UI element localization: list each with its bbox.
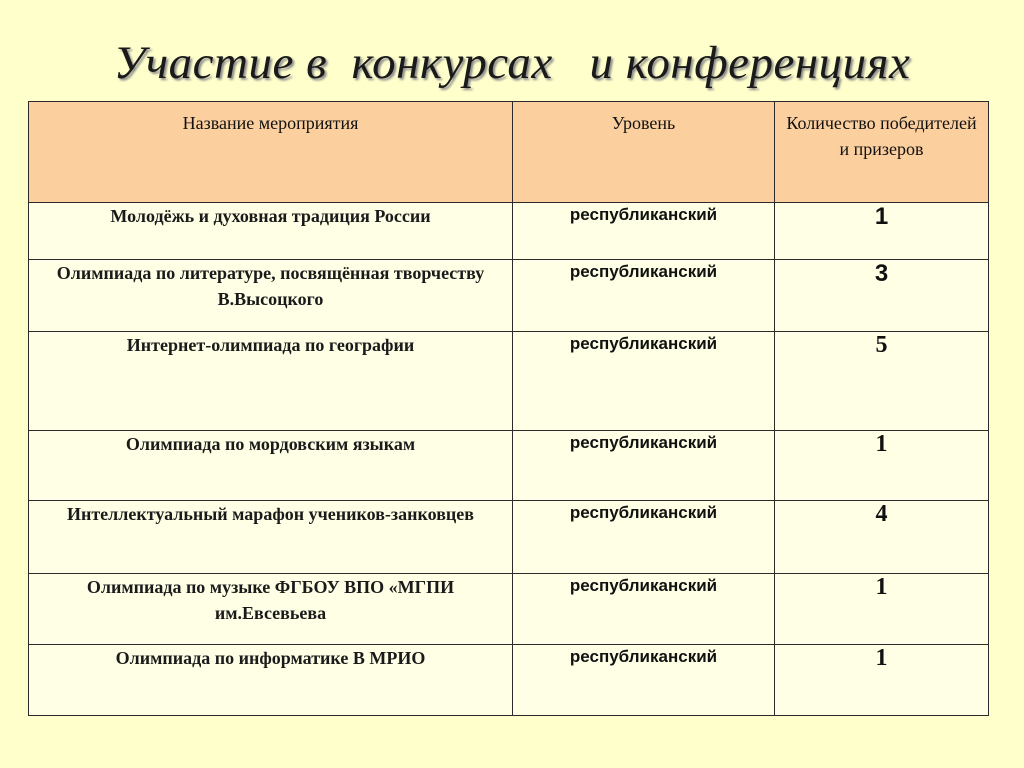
count-cell: 3 (775, 260, 989, 332)
event-name-cell: Олимпиада по литературе, посвящённая творчеству В.Высоцкого (29, 260, 513, 332)
table-row (29, 431, 989, 501)
count-cell: 4 (775, 501, 989, 574)
events-table (28, 101, 989, 716)
count-cell: 1 (775, 574, 989, 645)
event-name-cell: Молодёжь и духовная традиция России (29, 203, 513, 260)
count-cell: 1 (775, 431, 989, 501)
header-winners-count: Количество победителей и призеров (775, 102, 989, 203)
table-row (29, 260, 989, 332)
level-cell: республиканский (513, 260, 775, 332)
table-row (29, 501, 989, 574)
level-cell: республиканский (513, 332, 775, 431)
level-cell: республиканский (513, 645, 775, 716)
count-cell: 1 (775, 645, 989, 716)
count-cell: 1 (775, 203, 989, 260)
table-row (29, 574, 989, 645)
level-cell: республиканский (513, 501, 775, 574)
level-cell: республиканский (513, 431, 775, 501)
event-name-cell: Интеллектуальный марафон учеников-занковцев (29, 501, 513, 574)
header-event-name: Название мероприятия (29, 102, 513, 203)
level-cell: республиканский (513, 203, 775, 260)
event-name-cell: Олимпиада по музыке ФГБОУ ВПО «МГПИ им.Евсевьева (29, 574, 513, 645)
event-name-cell: Олимпиада по информатике В МРИО (29, 645, 513, 716)
event-name-cell: Олимпиада по мордовским языкам (29, 431, 513, 501)
table-header-row (29, 102, 989, 203)
header-level: Уровень (513, 102, 775, 203)
event-name-cell: Интернет-олимпиада по географии (29, 332, 513, 431)
table-row (29, 332, 989, 431)
slide-title: Участие в конкурсах и конференциях (113, 37, 911, 89)
count-cell: 5 (775, 332, 989, 431)
table-row (29, 645, 989, 716)
table-row (29, 203, 989, 260)
level-cell: республиканский (513, 574, 775, 645)
